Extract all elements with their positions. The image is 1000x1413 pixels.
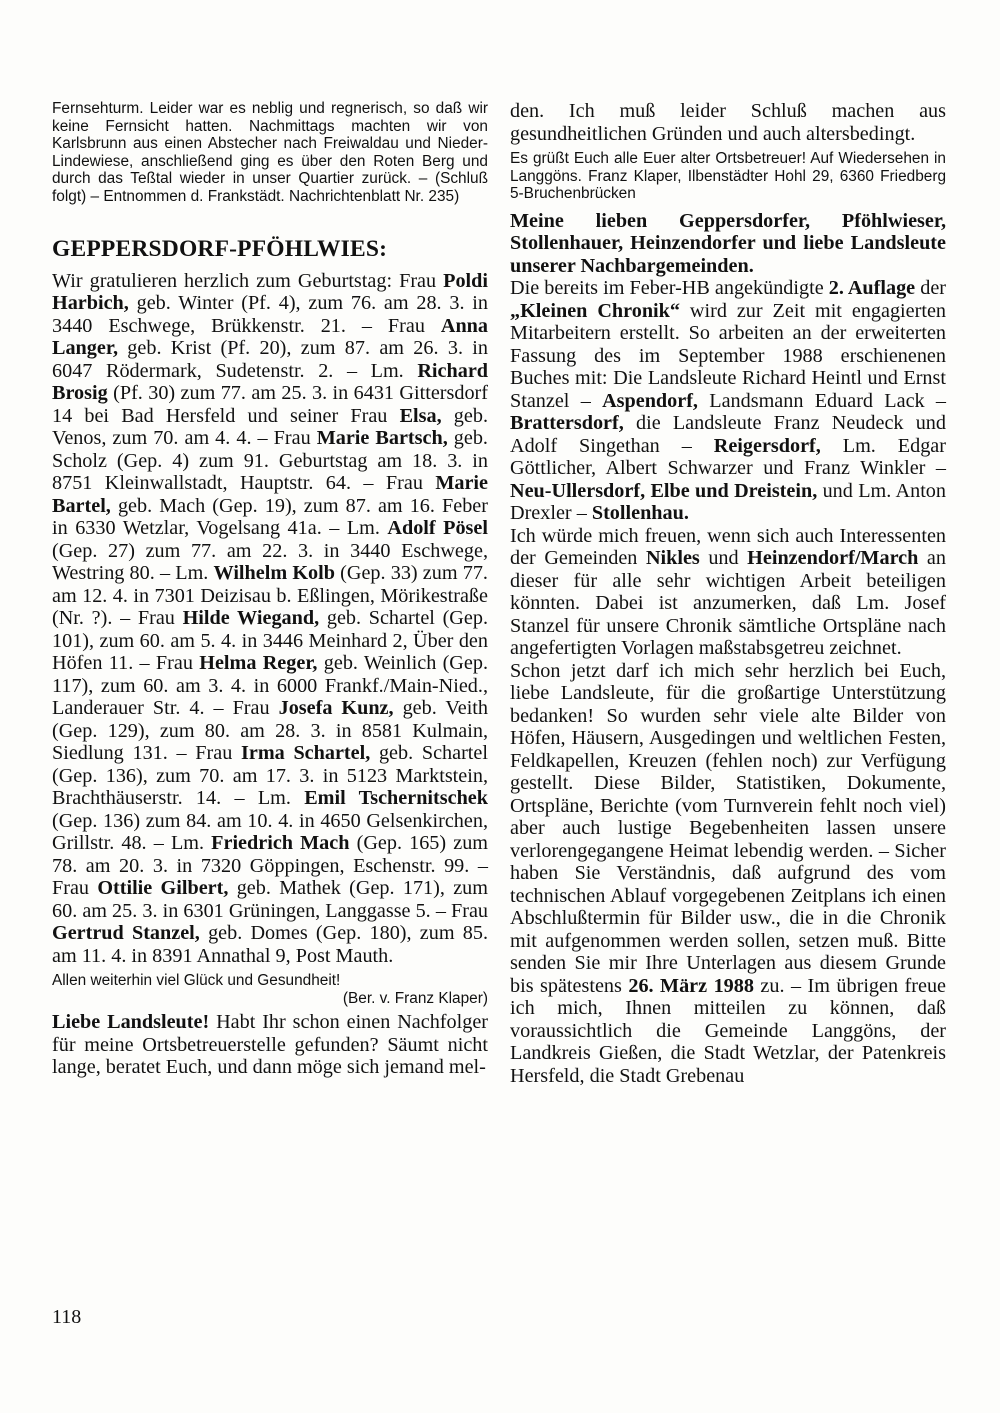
text-run: Habt Ihr schon einen Nachfolger für meine Ortsbetreuerstelle gefunden? Säumt nicht lange, beratet Euch, und dann möge sich jemand mel-	[52, 1011, 489, 1079]
bold-name: Aspendorf,	[602, 389, 698, 412]
text-run: geb. Veith (Gep. 129), zum 80. am 28. 3. in 8581 Kulmain, Siedlung 131. – Frau	[52, 697, 488, 765]
text-run: (Gep. 27) zum 77. am 22. 3. in 3440 Eschwege, Westring 80. – Lm.	[52, 539, 488, 585]
bold-name: Wilhelm Kolb	[213, 562, 335, 585]
bold-name: „Kleinen Chronik“	[510, 299, 680, 322]
birthday-greetings	[52, 270, 488, 968]
author-signature: (Ber. v. Franz Klaper)	[342, 989, 488, 1007]
text-run: der	[915, 277, 946, 300]
text-run: und	[699, 547, 748, 570]
left-column	[52, 100, 488, 1079]
successor-appeal	[52, 1011, 488, 1079]
text-run: (Pf. 30) zum 77. am 25. 3. in 6431 Gittersdorf 14 bei Bad Hersfeld und seiner Frau	[52, 382, 488, 427]
bold-name: Elsa,	[399, 404, 442, 427]
text-run: an dieser für alle sehr wichtigen Arbeit beteiligen könnten. Dabei ist anzumerken, daß Lm. Josef Stanzel für unsere Chronik sämtliche Ortspläne nach angefertigten Vorlagen maßstabsgetreu zeichnet.	[510, 547, 946, 660]
text-run: Landsmann Eduard Lack –	[697, 389, 947, 412]
chronik-announcement	[510, 277, 946, 525]
bold-name: Marie Bartel,	[52, 472, 488, 517]
text-run: geb. Schartel (Gep. 101), zum 60. am 5. 4. in 3446 Meinhard 2, Über den Höfen 11. – Frau	[52, 607, 488, 675]
chronik-thanks	[510, 660, 946, 1088]
text-run: Ich würde mich freuen, wenn sich auch Interessenten der Gemeinden	[510, 524, 946, 570]
text-run: geb. Mach (Gep. 19), zum 87. am 16. Feber in 6330 Wetzlar, Vogelsang 41a. – Lm.	[52, 494, 488, 540]
text-run: geb. Krist (Pf. 20), zum 87. am 26. 3. in 6047 Rödermark, Sudetenstr. 2. – Lm.	[52, 337, 488, 382]
text-run: (Gep. 136) zum 84. am 10. 4. in 4650 Gelsenkirchen, Grillstr. 48. – Lm.	[52, 809, 488, 855]
farewell-greeting: Es grüßt Euch alle Euer alter Ortsbetreuer! Auf Wiedersehen in Langgöns. Franz Klaper, Ilbenstädter Hohl 29, 6360 Friedberg 5-Bruchenbrücken	[510, 150, 946, 203]
text-run: zu. – Im übrigen freue ich mich, Ihnen mitteilen zu können, daß voraussichtlich die Gemeinde Langgöns, der Landkreis Gießen, die Stadt Wetzlar, der Patenkreis Hersfeld, die Stadt Grebenau	[510, 974, 946, 1087]
right-column	[510, 100, 946, 1087]
bold-name: Anna Langer,	[52, 314, 488, 360]
chronik-appeal	[510, 525, 946, 660]
text-run: geb. Weinlich (Gep. 117), zum 60. am 3. 4. in 6000 Frankf./Main-Nied., Landerauer Str. 4. – Frau	[52, 652, 488, 720]
text-run: und Lm. Anton Drexler –	[510, 479, 946, 525]
bold-name: Neu-Ullersdorf, Elbe und Dreistein,	[510, 479, 818, 502]
text-run: geb. Mathek (Gep. 171), zum 60. am 25. 3. in 6301 Grüningen, Langgasse 5. – Frau	[52, 877, 488, 922]
page-number: 118	[52, 1306, 82, 1328]
bold-name: Emil Tschernitschek	[304, 787, 488, 810]
bold-name: Gertrud Stanzel,	[52, 922, 200, 945]
text-run: (Gep. 165) zum 78. am 20. 3. in 7320 Göppingen, Eschenstr. 99. – Frau	[52, 832, 489, 900]
text-run: Wir gratulieren herzlich zum Geburtstag: Frau	[52, 269, 444, 292]
bold-name: Adolf Pösel	[387, 517, 488, 540]
bold-name: Poldi Harbich,	[52, 269, 488, 315]
chronik-address-heading: Meine lieben Geppersdorfer, Pföhlwieser, Stollenhauer, Heinzendorfer und liebe Landsleute unserer Nachbargemeinden.	[510, 209, 946, 277]
bold-name: Nikles	[645, 547, 700, 570]
bold-name: 26. März 1988	[628, 974, 754, 997]
text-run: Schon jetzt darf ich mich sehr herzlich bei Euch, liebe Landsleute, für die großartige Unterstützung bedanken! So wurden sehr viele alte Bilder von Höfen, Häusern, Ausgedingen und weltlichen Festen, Feldkapellen, Kreuzen (fehlen noch) zur Verfügung gestellt. Diese Bilder, Statistiken, Dokumente, Ortspläne, Berichte (vom Turnverein fehlt noch viel) aber auch lustige Begebenheiten lassen unsere verlorengegangene Heimat lebendig werden. – Sicher haben Sie Verständnis, daß aufgrund des vom technischen Ablauf vorgegebenen Zeitplans ich einen Abschlußtermin für Bilder usw., die in die Chronik mit aufgenommen werden sollen, setzen muß. Bitte senden Sie mir Ihre Unterlagen aus diesem Grunde bis spätestens	[510, 659, 946, 997]
text-run: Lm. Edgar Göttlicher, Albert Schwarzer und Franz Winkler –	[510, 434, 946, 480]
text-run: Die bereits im Feber-HB angekündigte	[510, 277, 829, 300]
text-run: geb. Schartel (Gep. 136), zum 70. am 17. 3. in 5123 Marktstein, Brachthäuserstr. 14. – Lm.	[52, 742, 488, 810]
bold-name: Stollenhau.	[591, 502, 689, 525]
bold-name: Helma Reger,	[199, 652, 318, 675]
text-run: wird zur Zeit mit engagierten Mitarbeitern erstellt. So arbeiten an der erweiterten Fassung des im September 1988 erschienenen Buches mit: Die Landsleute Richard Heintl und Ernst Stanzel –	[510, 299, 946, 412]
farewell-continuation: den. Ich muß leider Schluß machen aus gesundheitlichen Gründen und auch altersbedingt.	[510, 100, 946, 145]
bold-name: Friedrich Mach	[211, 832, 350, 855]
text-run: geb. Venos, zum 70. am 4. 4. – Frau	[52, 404, 489, 450]
text-run: (Gep. 33) zum 77. am 12. 4. in 7301 Deizisau b. Eßlingen, Mörikestraße (Nr. ?). – Frau	[52, 562, 488, 630]
bold-name: Liebe Landsleute!	[52, 1011, 210, 1034]
bold-name: Brattersdorf,	[510, 412, 624, 435]
bold-name: Josefa Kunz,	[278, 697, 394, 720]
bold-name: Hilde Wiegand,	[182, 607, 320, 630]
text-run: geb. Winter (Pf. 4), zum 76. am 28. 3. in 3440 Eschwege, Brükkenstr. 21. – Frau	[52, 292, 488, 337]
bold-name: Ottilie Gilbert,	[97, 877, 229, 900]
text-run: geb. Domes (Gep. 180), zum 85. am 11. 4. in 8391 Annathal 9, Post Mauth.	[52, 922, 488, 967]
bold-name: Heinzendorf/March	[747, 547, 919, 570]
bold-name: Richard Brosig	[52, 359, 488, 405]
bold-name: 2. Auflage	[828, 277, 916, 300]
bold-name: Reigersdorf,	[713, 434, 821, 457]
travel-report-ending: Fernsehturm. Leider war es neblig und regnerisch, so daß wir keine Fernsicht hatten. Nachmittags machten wir von Karlsbrunn aus einen Abstecher nach Freiwaldau und Nieder-Lindewiese, anschließend ging es über den Roten Berg und durch das Teßtal wieder in unser Quartier zurück. – (Schluß folgt) – Entnommen d. Frankstädt. Nachrichtenblatt Nr. 235)	[52, 100, 488, 205]
text-run: geb. Scholz (Gep. 4) zum 91. Geburtstag am 18. 3. in 8751 Kleinwallstadt, Hauptstr. 64. – Frau	[52, 427, 488, 495]
text-run: die Landsleute Franz Neudeck und Adolf Singethan –	[510, 412, 946, 457]
closing-wish: Allen weiterhin viel Glück und Gesundheit!	[52, 972, 341, 990]
section-heading-geppersdorf: GEPPERSDORF-PFÖHLWIES:	[52, 235, 388, 262]
bold-name: Marie Bartsch,	[316, 427, 448, 450]
bold-name: Irma Schartel,	[241, 742, 371, 765]
